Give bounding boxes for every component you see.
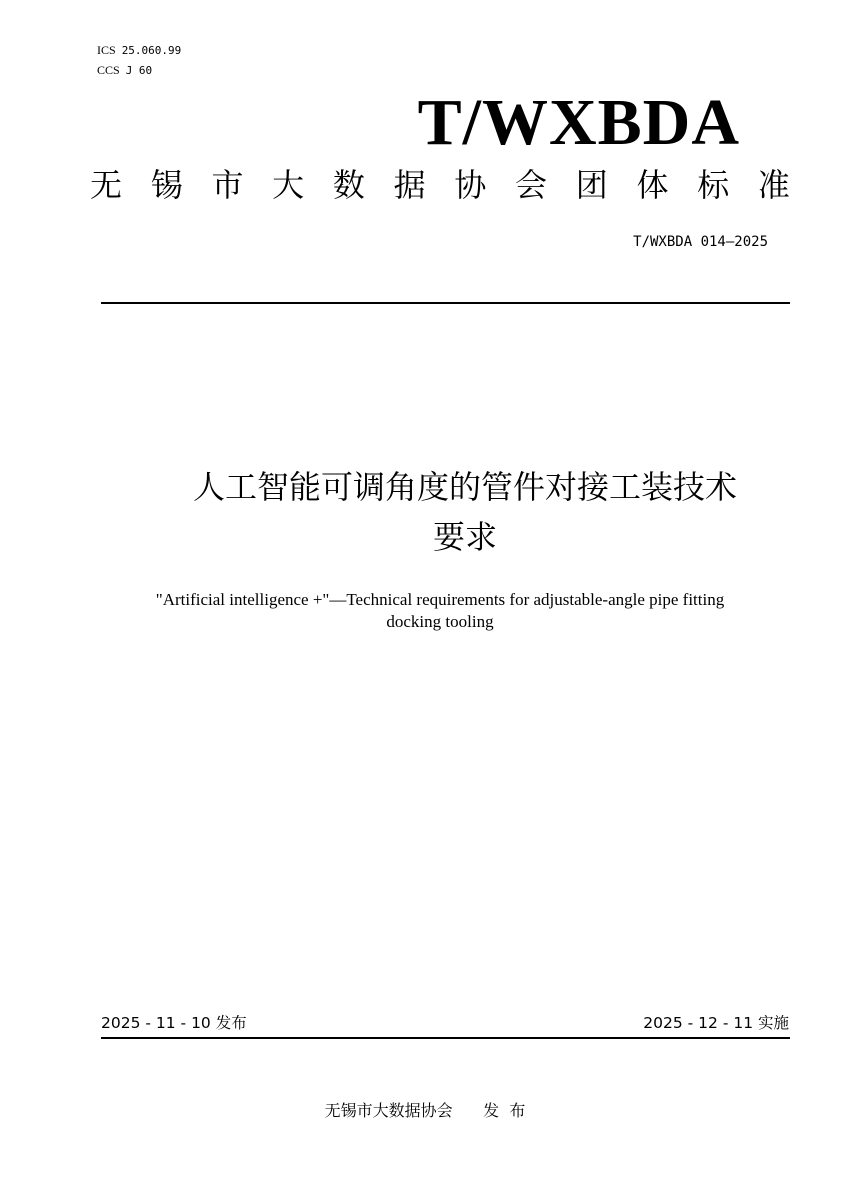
- organization-name: [90, 165, 790, 205]
- ccs-code: J 60: [125, 64, 153, 77]
- org-char: 准: [757, 166, 790, 204]
- org-char: 协: [454, 166, 487, 204]
- org-char: 市: [211, 166, 244, 204]
- org-char: 数: [332, 166, 365, 204]
- implement-date: 2025 - 12 - 11 实施: [643, 1014, 789, 1032]
- top-divider: [101, 302, 790, 304]
- publish-date: 2025 - 11 - 10 发布: [101, 1014, 247, 1032]
- org-char: 锡: [150, 166, 183, 204]
- ccs-label: CCS: [97, 63, 120, 77]
- ics-label: ICS: [97, 43, 116, 57]
- org-char: 据: [393, 166, 426, 204]
- publisher: 无锡市大数据协会 发 布: [324, 1101, 526, 1120]
- chinese-title: [100, 462, 830, 562]
- org-char: 会: [515, 166, 548, 204]
- english-title-line-1: "Artificial intelligence +"—Technical requirements for adjustable-angle pipe fitting: [155, 590, 725, 609]
- org-char: 大: [272, 166, 305, 204]
- org-char: 团: [575, 166, 608, 204]
- english-title-line-2: docking tooling: [386, 612, 494, 631]
- org-char: 无: [90, 166, 123, 204]
- ccs-line: [97, 63, 152, 78]
- bottom-divider: [101, 1037, 790, 1039]
- chinese-title-line-1: 人工智能可调角度的管件对接工装技术: [192, 468, 737, 506]
- org-char: 标: [697, 166, 730, 204]
- chinese-title-line-2: 要求: [432, 518, 497, 556]
- ics-code: 25.060.99: [121, 44, 182, 57]
- standard-number: T/WXBDA 014—2025: [633, 234, 768, 250]
- ics-line: [97, 43, 181, 58]
- org-char: 体: [636, 166, 669, 204]
- standard-logo: T/WXBDA: [417, 86, 740, 159]
- english-title: [90, 589, 790, 633]
